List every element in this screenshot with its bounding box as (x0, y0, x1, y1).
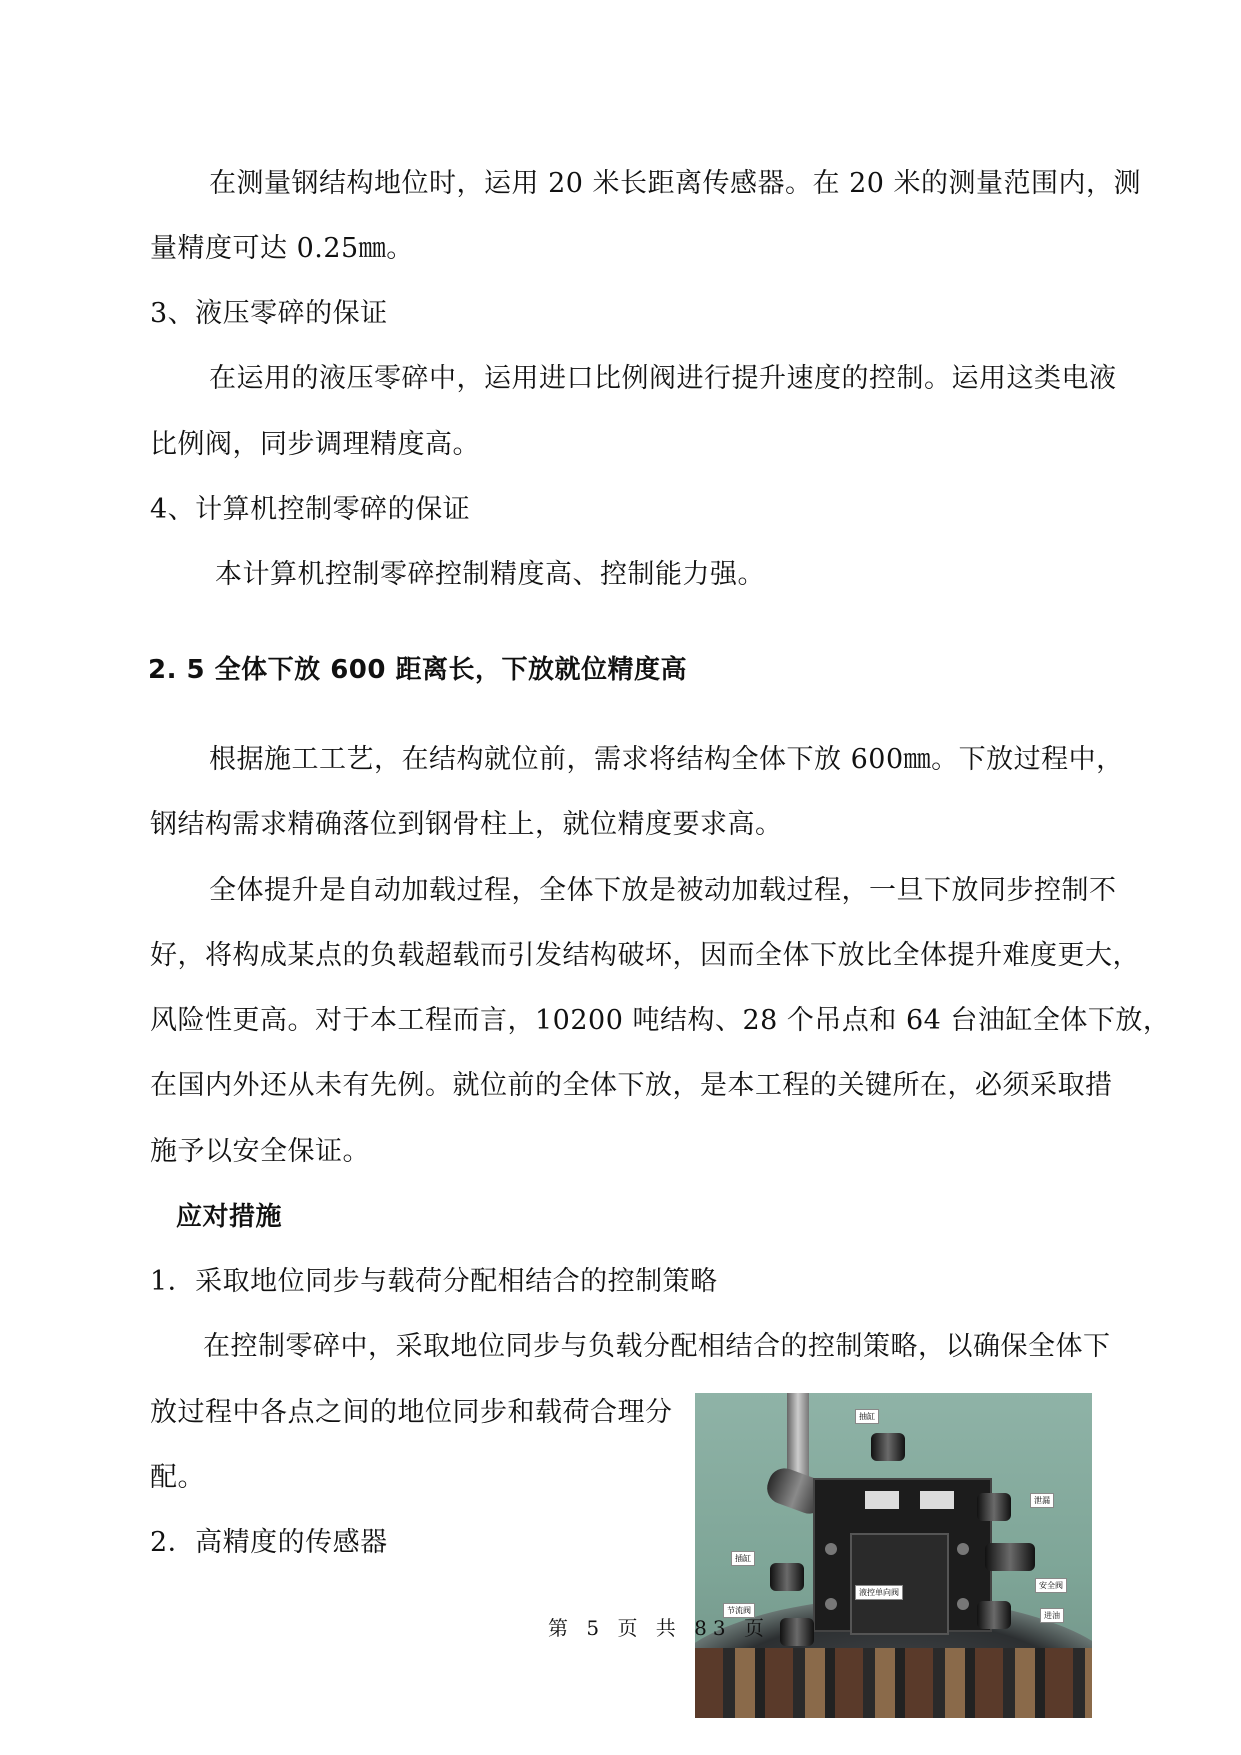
photo-label: 节流阀 (723, 1603, 755, 1618)
para-line: 全体提升是自动加载过程，全体下放是被动加载过程，一旦下放同步控制不 (209, 875, 1117, 906)
bolt-shape (957, 1543, 969, 1555)
para-line: 好，将构成某点的负载超载而引发结构破坏，因而全体下放比全体提升难度更大， (150, 940, 1140, 971)
bolt-shape (825, 1598, 837, 1610)
list-item: 2．高精度的传感器 (150, 1527, 388, 1558)
fitting-shape (985, 1543, 1035, 1571)
rods-shape (695, 1648, 1092, 1718)
plate-shape (865, 1491, 899, 1509)
list-item: 1．采取地位同步与载荷分配相结合的控制策略 (150, 1266, 718, 1297)
section-heading: 3、液压零碎的保证 (150, 298, 388, 329)
fitting-shape (977, 1493, 1011, 1521)
para-line: 施予以安全保证。 (150, 1136, 370, 1167)
section-heading: 4、计算机控制零碎的保证 (150, 494, 471, 525)
bolt-shape (825, 1543, 837, 1555)
section-title: 2. 5 全体下放 600 距离长，下放就位精度高 (148, 655, 688, 685)
para-line: 本计算机控制零碎控制精度高、控制能力强。 (215, 559, 765, 590)
valve-body-shape (850, 1533, 949, 1635)
para-line: 放过程中各点之间的地位同步和载荷合理分 (150, 1397, 673, 1428)
para-line: 风险性更高。对于本工程而言，10200 吨结构、28 个吊点和 64 台油缸全体下放， (150, 1005, 1171, 1036)
fitting-shape (977, 1601, 1011, 1629)
photo-label: 抽缸 (855, 1409, 879, 1424)
photo-label: 安全阀 (1035, 1578, 1067, 1593)
page-footer: 第 5 页 共 83 页 (548, 1616, 770, 1640)
valve-block-photo (695, 1393, 1092, 1718)
para-line: 在测量钢结构地位时，运用 20 米长距离传感器。在 20 米的测量范围内，测 (209, 168, 1142, 199)
plate-shape (920, 1491, 954, 1509)
fitting-shape (780, 1618, 814, 1646)
fitting-shape (871, 1433, 905, 1461)
photo-label: 泄漏 (1030, 1493, 1054, 1508)
para-line: 在国内外还从未有先例。就位前的全体下放，是本工程的关键所在，必须采取措 (150, 1070, 1113, 1101)
para-line: 在运用的液压零碎中，运用进口比例阀进行提升速度的控制。运用这类电液 (209, 363, 1117, 394)
photo-label: 插缸 (731, 1551, 755, 1566)
para-line: 在控制零碎中，采取地位同步与负载分配相结合的控制策略，以确保全体下 (203, 1331, 1111, 1362)
photo-label: 进油 (1040, 1608, 1064, 1623)
fitting-shape (770, 1563, 804, 1591)
para-line: 量精度可达 0.25㎜。 (150, 233, 414, 264)
bolt-shape (957, 1598, 969, 1610)
para-line: 比例阀，同步调理精度高。 (150, 429, 480, 460)
para-line: 钢结构需求精确落位到钢骨柱上，就位精度要求高。 (150, 809, 783, 840)
para-line: 配。 (150, 1462, 205, 1493)
subsection-title: 应对措施 (176, 1202, 283, 1232)
photo-label: 液控单向阀 (855, 1585, 903, 1600)
para-line: 根据施工工艺，在结构就位前，需求将结构全体下放 600㎜。下放过程中， (209, 744, 1124, 775)
